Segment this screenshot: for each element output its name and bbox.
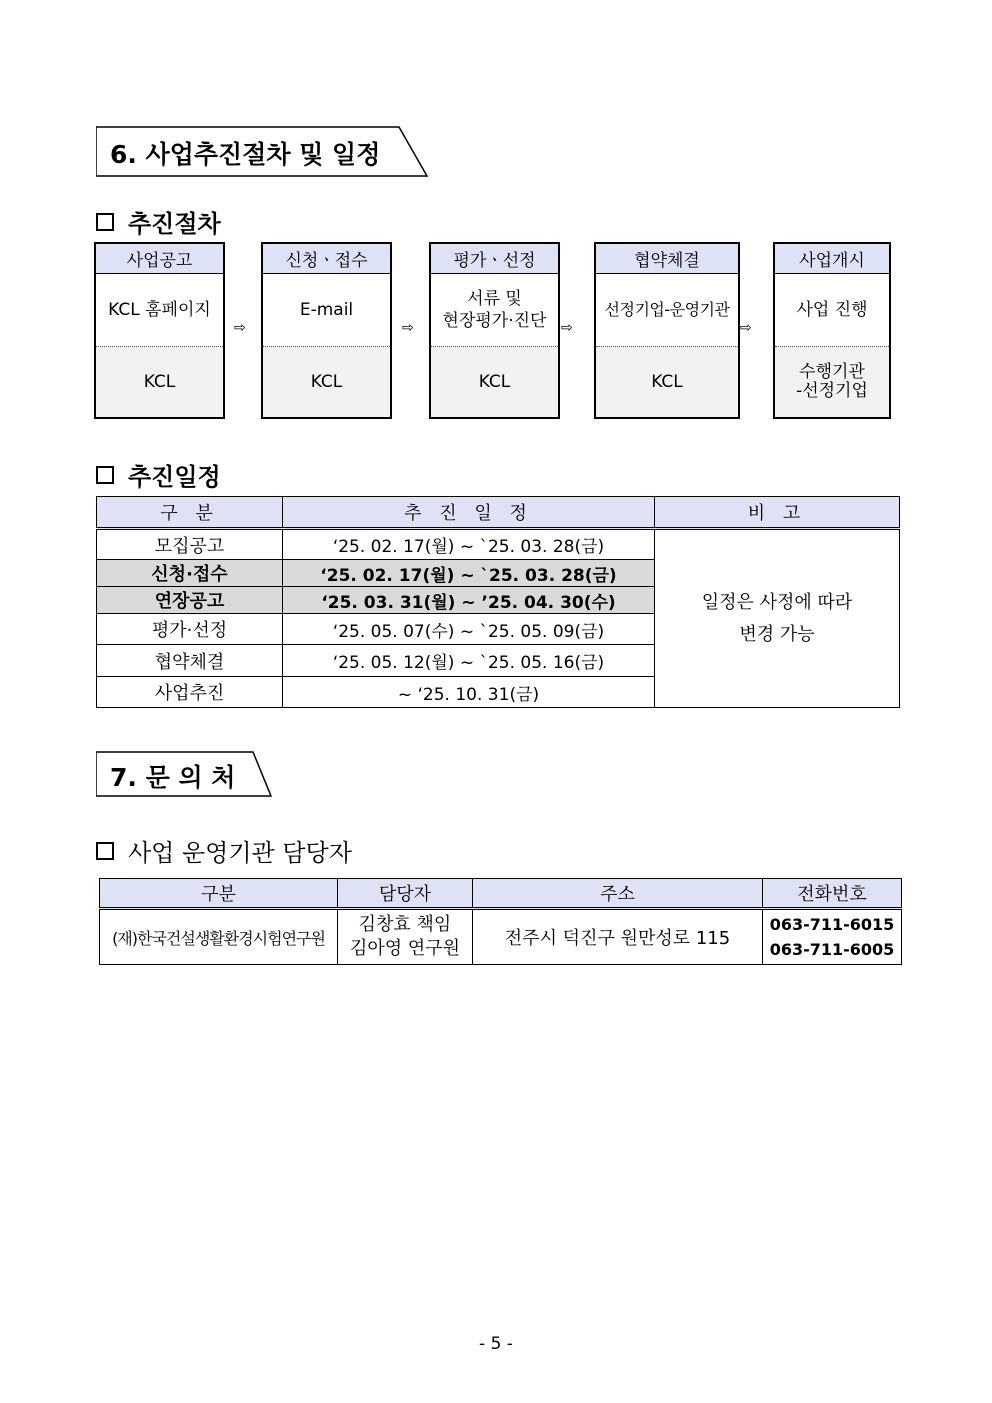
column-header: 담당자: [338, 879, 473, 909]
checkbox-square-icon: [96, 466, 114, 484]
step-action: 선정기업-운영기관: [596, 274, 738, 347]
contact-person: 김아영 연구원: [349, 938, 461, 959]
table-row: [97, 529, 900, 560]
contact-phone: 063-711-6015: [769, 915, 895, 934]
table-header-row: [97, 497, 900, 529]
contact-phone: 063-711-6005: [769, 940, 895, 959]
schedule-note: [655, 529, 900, 708]
step-application: [261, 242, 392, 419]
schedule-table: [96, 496, 900, 708]
contact-person: 김창효 책임: [358, 914, 452, 935]
procedure-heading-text: 추진절차: [128, 209, 221, 238]
schedule-note-line2: 변경 가능: [739, 623, 815, 645]
step-action-line1: 서류 및: [467, 289, 522, 309]
column-header: 추 진 일 정: [283, 497, 655, 529]
step-action-line2: 현장평가·진단: [442, 311, 547, 331]
step-launch: [773, 242, 891, 419]
schedule-item: 연장공고: [97, 587, 283, 614]
step-title: 평가ㆍ선정: [431, 244, 558, 274]
step-action: E-mail: [263, 274, 390, 347]
section-6-title: 6. 사업추진절차 및 일정: [110, 140, 381, 169]
column-header: 비 고: [655, 497, 900, 529]
section-6-header: [96, 126, 431, 178]
step-actor: KCL: [431, 347, 558, 417]
schedule-period: ‘25. 05. 07(수) ~ `25. 05. 09(금): [283, 614, 655, 645]
contact-persons: [338, 909, 473, 965]
checkbox-square-icon: [96, 842, 114, 860]
schedule-period: ‘25. 05. 12(월) ~ `25. 05. 16(금): [283, 645, 655, 677]
step-actor-line2: -선정기업: [796, 381, 868, 401]
step-actor-line1: 수행기관: [799, 362, 865, 382]
step-title: 신청ㆍ접수: [263, 244, 390, 274]
arrow-right-icon: ⇨: [234, 320, 246, 336]
step-actor: KCL: [596, 347, 738, 417]
table-row: [100, 909, 902, 965]
column-header: 구 분: [97, 497, 283, 529]
checkbox-square-icon: [96, 213, 114, 231]
step-title: 협약체결: [596, 244, 738, 274]
step-actor: KCL: [96, 347, 223, 417]
schedule-item: 평가·선정: [97, 614, 283, 645]
contact-address: 전주시 덕진구 원만성로 115: [473, 909, 763, 965]
contact-phones: [763, 909, 902, 965]
contact-heading: [96, 833, 352, 868]
section-7-title: 7. 문 의 처: [110, 763, 236, 792]
schedule-item: 협약체결: [97, 645, 283, 677]
schedule-item: 모집공고: [97, 529, 283, 560]
step-action: KCL 홈페이지: [96, 274, 223, 347]
schedule-heading-text: 추진일정: [128, 462, 221, 491]
contact-heading-text: 사업 운영기관 담당자: [128, 839, 352, 867]
schedule-period: ‘25. 03. 31(월) ~ ’25. 04. 30(수): [283, 587, 655, 614]
step-actor: KCL: [263, 347, 390, 417]
step-action: [431, 274, 558, 347]
contact-org: (재)한국건설생활환경시험연구원: [100, 909, 338, 965]
step-action: 사업 진행: [775, 274, 889, 347]
arrow-right-icon: ⇨: [561, 320, 573, 336]
page-number: - 5 -: [479, 1334, 513, 1354]
step-actor: [775, 347, 889, 417]
column-header: 구분: [100, 879, 338, 909]
step-title: 사업개시: [775, 244, 889, 274]
step-agreement: [594, 242, 740, 419]
schedule-period: ~ ‘25. 10. 31(금): [283, 677, 655, 708]
schedule-heading: [96, 457, 221, 492]
schedule-period: ‘25. 02. 17(월) ~ `25. 03. 28(금): [283, 560, 655, 587]
schedule-note-line1: 일정은 사정에 따라: [701, 591, 853, 613]
step-evaluation: [429, 242, 560, 419]
section-7-header: [96, 751, 276, 799]
step-title: 사업공고: [96, 244, 223, 274]
step-announcement: [94, 242, 225, 419]
schedule-period: ‘25. 02. 17(월) ~ `25. 03. 28(금): [283, 529, 655, 560]
contact-table: [99, 878, 902, 965]
arrow-right-icon: ⇨: [740, 320, 752, 336]
arrow-right-icon: ⇨: [402, 320, 414, 336]
schedule-item: 신청·접수: [97, 560, 283, 587]
column-header: 전화번호: [763, 879, 902, 909]
column-header: 주소: [473, 879, 763, 909]
procedure-heading: [96, 204, 221, 239]
schedule-item: 사업추진: [97, 677, 283, 708]
table-header-row: [100, 879, 902, 909]
